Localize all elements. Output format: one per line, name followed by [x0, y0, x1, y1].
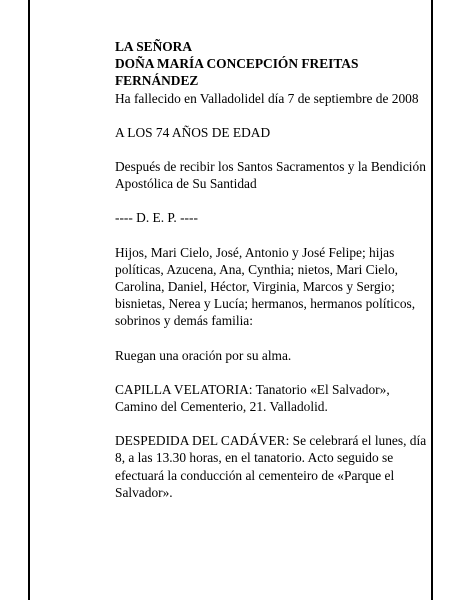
- prayer-line: Ruegan una oración por su alma.: [115, 347, 292, 363]
- farewell-info: DESPEDIDA DEL CADÁVER: Se celebrará el lunes, día 8, a las 13.30 horas, en el tanatorio. Acto seguido se efectuará la conducción al cementeiro de «Parque el Salvador».: [115, 433, 427, 500]
- deceased-name: DOÑA MARÍA CONCEPCIÓN FREITAS FERNÁNDEZ: [115, 56, 359, 89]
- title-line-1: LA SEÑORA: [115, 39, 193, 54]
- rip-line: ---- D. E. P. ----: [115, 210, 198, 226]
- death-notice: Ha fallecido en Valladolidel día 7 de septiembre de 2008: [115, 90, 419, 106]
- obituary-notice: [115, 38, 430, 518]
- family-list: Hijos, Mari Cielo, José, Antonio y José Felipe; hijas políticas, Azucena, Ana, Cynthia; nietos, Mari Cielo, Carolina, Daniel, Héctor, Virginia, Marcos y Sergio; bisnietas, Nerea y Lucía; hermanos, hermanos políticos, sobrinos y demás familia:: [115, 244, 416, 329]
- page-border-right: [431, 0, 433, 600]
- page-border-left: [28, 0, 30, 600]
- age-line: A LOS 74 AÑOS DE EDAD: [115, 124, 271, 140]
- chapel-info: CAPILLA VELATORIA: Tanatorio «El Salvador», Camino del Cementerio, 21. Valladolid.: [115, 381, 390, 415]
- sacraments-line: Después de recibir los Santos Sacramentos y la Bendición Apostólica de Su Santidad: [115, 159, 426, 192]
